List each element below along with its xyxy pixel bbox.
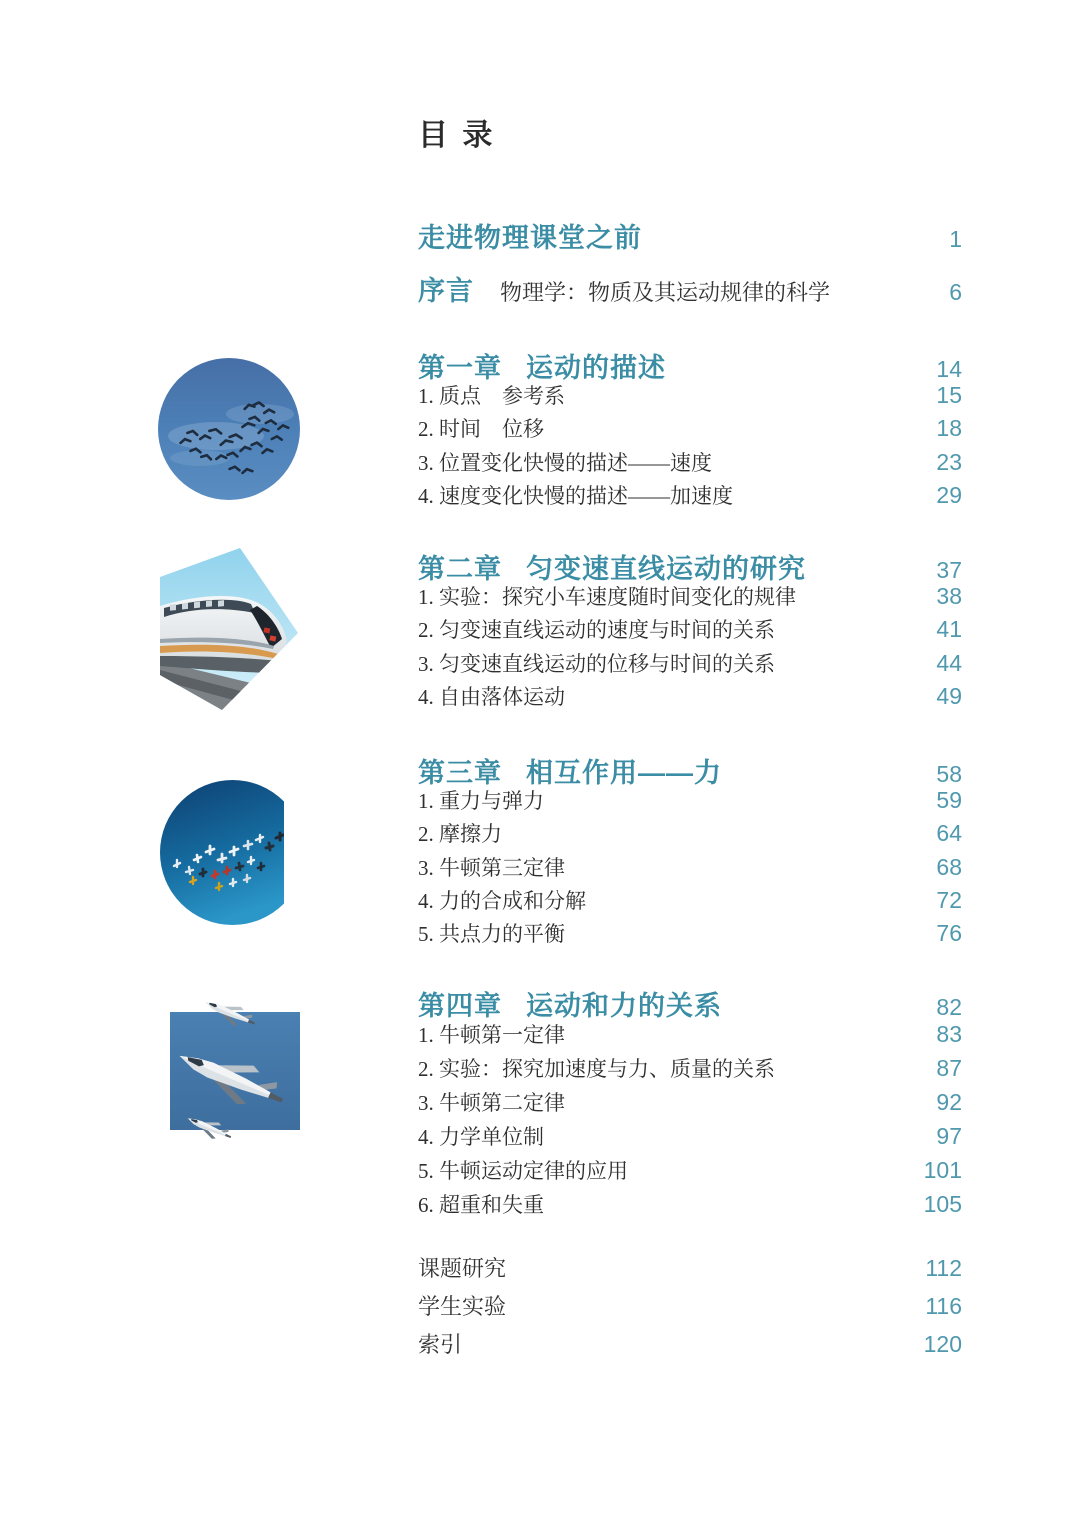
- train-photo-graphic: [158, 546, 300, 712]
- section-page-number: 105: [923, 1191, 962, 1217]
- section-label: 1. 实验：探究小车速度随时间变化的规律: [418, 585, 796, 609]
- toc-entry-back: [418, 1290, 962, 1321]
- preface-label: 序言: [418, 276, 474, 306]
- section-page-number: 72: [936, 887, 962, 913]
- chapter-page-number: 37: [936, 557, 962, 583]
- chapter-label: 第四章: [418, 991, 502, 1021]
- skydivers-photo: [160, 780, 284, 926]
- chapter-title: 相互作用——力: [526, 758, 722, 788]
- page-title: 目 录: [418, 119, 496, 152]
- toc-entry-preface: [418, 269, 962, 308]
- section-page-number: 38: [936, 583, 962, 609]
- chapter-heading-row: [418, 984, 962, 1023]
- section-label: 1. 牛顿第一定律: [418, 1023, 565, 1047]
- section-page-number: 49: [936, 683, 962, 709]
- fighter-jets-photo-graphic: [150, 988, 310, 1158]
- section-label: 3. 牛顿第三定律: [418, 856, 565, 880]
- section-page-number: 23: [936, 449, 962, 475]
- fighter-jets-photo: [150, 988, 310, 1158]
- back-label: 索引: [418, 1332, 463, 1357]
- preface-description: 物理学：物质及其运动规律的科学: [500, 280, 831, 305]
- section-row: [418, 918, 962, 948]
- section-row: [418, 1053, 962, 1083]
- skydivers-photo-graphic: [160, 780, 284, 925]
- section-page-number: 41: [936, 616, 962, 642]
- section-page-number: 76: [936, 920, 962, 946]
- section-label: 4. 速度变化快慢的描述——加速度: [418, 484, 733, 508]
- section-label: 5. 牛顿运动定律的应用: [418, 1159, 628, 1183]
- section-page-number: 64: [936, 820, 962, 846]
- chapter-page-number: 58: [936, 761, 962, 787]
- section-label: 3. 匀变速直线运动的位移与时间的关系: [418, 652, 775, 676]
- section-page-number: 101: [923, 1157, 962, 1183]
- section-page-number: 18: [936, 415, 962, 441]
- section-page-number: 92: [936, 1089, 962, 1115]
- section-row: [418, 885, 962, 915]
- section-label: 1. 重力与弹力: [418, 789, 544, 813]
- chapter-title: 匀变速直线运动的研究: [526, 554, 806, 584]
- back-label: 学生实验: [418, 1294, 507, 1319]
- section-page-number: 15: [936, 382, 962, 408]
- section-page-number: 97: [936, 1123, 962, 1149]
- toc-entry-intro: [418, 216, 962, 255]
- section-label: 2. 时间 位移: [418, 417, 544, 441]
- section-label: 4. 力的合成和分解: [418, 889, 586, 913]
- section-row: [418, 1019, 962, 1049]
- section-row: [418, 1121, 962, 1151]
- section-row: [418, 413, 962, 443]
- chapter-page-number: 82: [936, 994, 962, 1020]
- section-row: [418, 447, 962, 477]
- chapter-label: 第三章: [418, 758, 502, 788]
- back-page-number: 116: [925, 1293, 962, 1319]
- section-page-number: 44: [936, 650, 962, 676]
- section-row: [418, 852, 962, 882]
- section-row: [418, 648, 962, 678]
- section-row: [418, 480, 962, 510]
- toc-entry-back: [418, 1328, 962, 1359]
- section-row: [418, 785, 962, 815]
- chapter-label: 第一章: [418, 353, 502, 383]
- section-row: [418, 1189, 962, 1219]
- train-photo: [158, 546, 300, 712]
- section-page-number: 87: [936, 1055, 962, 1081]
- chapter-label: 第二章: [418, 554, 502, 584]
- section-row: [418, 681, 962, 711]
- preface-page-number: 6: [949, 279, 962, 305]
- section-label: 1. 质点 参考系: [418, 384, 565, 408]
- section-page-number: 68: [936, 854, 962, 880]
- section-row: [418, 614, 962, 644]
- toc-entry-back: [418, 1252, 962, 1283]
- birds-photo: [158, 358, 300, 500]
- section-row: [418, 1155, 962, 1185]
- section-page-number: 83: [936, 1021, 962, 1047]
- section-label: 2. 匀变速直线运动的速度与时间的关系: [418, 618, 775, 642]
- intro-page-number: 1: [949, 226, 962, 252]
- section-row: [418, 581, 962, 611]
- chapter-title: 运动的描述: [526, 353, 666, 383]
- section-row: [418, 818, 962, 848]
- section-label: 2. 摩擦力: [418, 822, 502, 846]
- back-label: 课题研究: [418, 1256, 507, 1281]
- chapter-page-number: 14: [936, 356, 962, 382]
- intro-label: 走进物理课堂之前: [418, 223, 642, 253]
- section-label: 4. 力学单位制: [418, 1125, 544, 1149]
- section-row: [418, 1087, 962, 1117]
- chapter-title: 运动和力的关系: [526, 991, 722, 1021]
- section-label: 5. 共点力的平衡: [418, 922, 565, 946]
- section-page-number: 29: [936, 482, 962, 508]
- section-row: [418, 380, 962, 410]
- section-label: 2. 实验：探究加速度与力、质量的关系: [418, 1057, 775, 1081]
- section-label: 6. 超重和失重: [418, 1193, 544, 1217]
- section-label: 3. 位置变化快慢的描述——速度: [418, 451, 712, 475]
- section-page-number: 59: [936, 787, 962, 813]
- back-page-number: 120: [923, 1331, 962, 1357]
- back-page-number: 112: [925, 1255, 962, 1281]
- birds-photo-graphic: [158, 358, 300, 500]
- section-label: 4. 自由落体运动: [418, 685, 565, 709]
- section-label: 3. 牛顿第二定律: [418, 1091, 565, 1115]
